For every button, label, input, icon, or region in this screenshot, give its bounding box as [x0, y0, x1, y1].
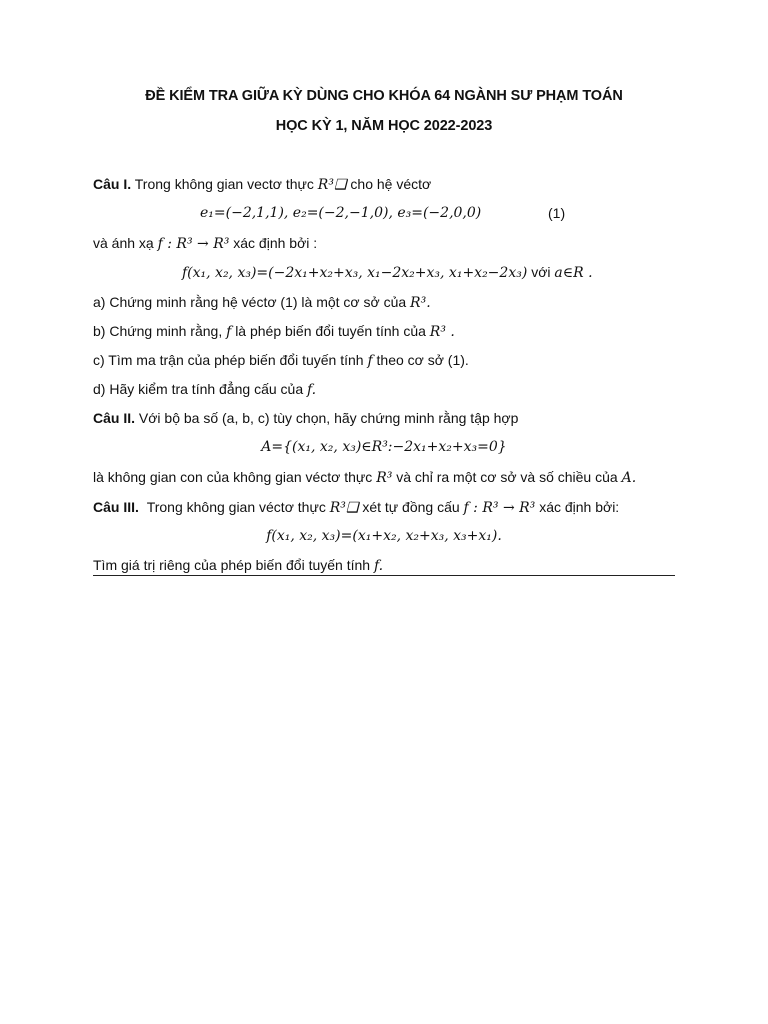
q1-part-b-math-2: R³ . [429, 324, 455, 340]
q3-task-text: Tìm giá trị riêng của phép biến đổi tuyến tính [93, 557, 371, 573]
q1-formula: f(x₁, x₂, x₃)=(−2x₁+x₂+x₃, x₁−2x₂+x₃, x₁+x₂−2x₃) [182, 265, 528, 281]
q1-intro [93, 176, 431, 193]
q2-conclusion-math-2: A. [621, 470, 637, 486]
q3-space-symbol: R³❑ [329, 500, 359, 516]
q2-conclusion-math-1: R³ [376, 470, 393, 486]
q1-part-c-math: f [367, 353, 373, 369]
end-divider-line [93, 575, 675, 576]
q3-intro [93, 499, 619, 516]
q1-formula-line [182, 264, 593, 281]
q3-task [93, 557, 383, 574]
q1-part-a [93, 294, 431, 311]
q1-part-d-text: d) Hãy kiểm tra tính đẳng cấu của [93, 381, 304, 397]
q1-map-symbol: f : R³ → R³ [157, 236, 230, 252]
q1-part-b-math-1: f [226, 324, 232, 340]
q3-map-symbol: f : R³ → R³ [463, 500, 536, 516]
exam-title-line1: ĐỀ KIỂM TRA GIỮA KỲ DÙNG CHO KHÓA 64 NGÀNH SƯ PHẠM TOÁN [145, 88, 623, 104]
q1-map-text-a: và ánh xạ [93, 235, 154, 251]
q1-intro-text-a: Trong không gian vectơ thực [134, 176, 314, 192]
q1-equation-number: (1) [548, 205, 566, 221]
q2-label: Câu II. [93, 410, 136, 426]
q2-conclusion-text-a: là không gian con của không gian véctơ thực [93, 469, 373, 485]
exam-title-line2: HỌC KỲ 1, NĂM HỌC 2022-2023 [275, 118, 493, 134]
q2-set-definition: A={(x₁, x₂, x₃)∈R³:−2x₁+x₂+x₃=0} [261, 439, 507, 455]
q1-space-symbol: R³❑ [317, 177, 347, 193]
q1-formula-suffix-math: a∈R . [554, 265, 593, 281]
q3-task-math: f. [373, 558, 384, 574]
q3-intro-text-b: xét tự đồng cấu [362, 499, 460, 515]
q2-intro [93, 410, 518, 426]
q1-part-b [93, 323, 455, 340]
q1-map-text-b: xác định bởi : [233, 235, 318, 251]
q1-label: Câu I. [93, 176, 132, 192]
q3-intro-text-a: Trong không gian véctơ thực [146, 499, 326, 515]
q1-part-d-math: f. [307, 382, 317, 398]
q3-label: Câu III. [93, 499, 139, 515]
q1-map-line [93, 235, 317, 252]
q2-conclusion-text-b: và chỉ ra một cơ sở và số chiều của [396, 469, 618, 485]
q1-part-b-text-2: là phép biến đổi tuyến tính của [235, 323, 426, 339]
q1-part-a-text: a) Chứng minh rằng hệ véctơ (1) là một cơ sở của [93, 294, 407, 310]
q3-intro-text-c: xác định bởi: [539, 499, 620, 515]
q1-intro-text-b: cho hệ véctơ [350, 176, 432, 192]
q1-part-b-text-1: b) Chứng minh rằng, [93, 323, 223, 339]
q1-vectors: e₁=(−2,1,1), e₂=(−2,−1,0), e₃=(−2,0,0) [200, 205, 482, 221]
q1-part-d [93, 381, 316, 398]
q1-part-c-text-2: theo cơ sở (1). [376, 352, 469, 368]
q2-intro-text: Với bộ ba số (a, b, c) tùy chọn, hãy chứng minh rằng tập hợp [138, 410, 519, 426]
q3-formula: f(x₁, x₂, x₃)=(x₁+x₂, x₂+x₃, x₃+x₁). [266, 528, 502, 544]
q1-part-a-math: R³. [410, 295, 431, 311]
q1-formula-suffix: với [531, 264, 551, 280]
q1-part-c-text-1: c) Tìm ma trận của phép biến đổi tuyến tính [93, 352, 364, 368]
q2-conclusion [93, 469, 636, 486]
q1-part-c [93, 352, 469, 369]
